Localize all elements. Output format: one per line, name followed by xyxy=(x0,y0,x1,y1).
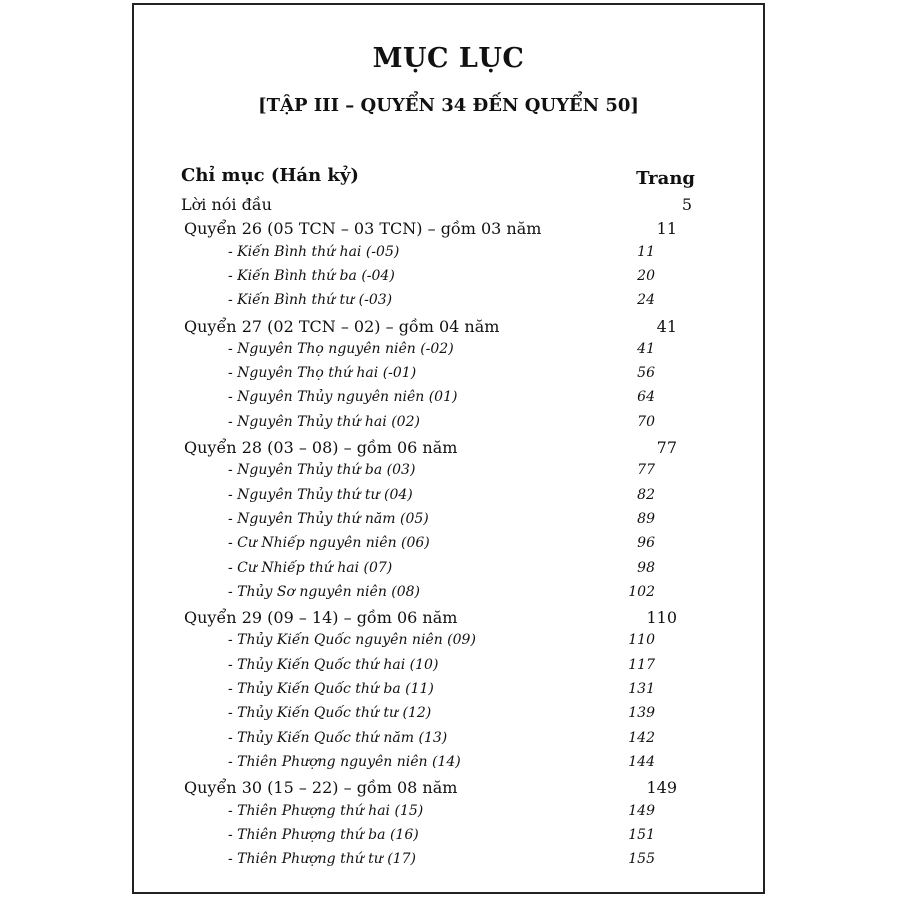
toc-year-row xyxy=(134,705,763,727)
toc-volume-row xyxy=(134,608,763,630)
toc-entry-label: - Thủy Sơ nguyên niên (08) xyxy=(228,583,421,600)
toc-intro-row xyxy=(134,195,763,217)
toc-entry-label: - Nguyên Thọ nguyên niên (-02) xyxy=(228,340,454,357)
book-page xyxy=(132,3,765,894)
toc-entry-page: 110 xyxy=(646,608,677,628)
toc-year-row xyxy=(134,414,763,436)
toc-entry-label: - Kiến Bình thứ tư (-03) xyxy=(228,292,393,309)
toc-entry-label: Quyển 29 (09 – 14) – gồm 06 năm xyxy=(184,608,458,628)
toc-volume-row xyxy=(134,778,763,800)
toc-year-row xyxy=(134,511,763,533)
toc-header xyxy=(181,165,695,193)
toc-year-row xyxy=(134,535,763,557)
toc-year-row xyxy=(134,560,763,582)
toc-entry-page: 110 xyxy=(628,632,655,649)
toc-volume-row xyxy=(134,219,763,241)
toc-entry-page: 142 xyxy=(628,729,655,746)
toc-volume-row xyxy=(134,317,763,339)
toc-year-row xyxy=(134,632,763,654)
toc-entry-page: 11 xyxy=(637,243,655,260)
toc-entry-page: 56 xyxy=(637,365,655,382)
toc-entry-page: 5 xyxy=(681,195,692,214)
toc-entry-label: - Thiên Phượng thứ ba (16) xyxy=(228,826,419,843)
toc-entry-label: - Thủy Kiến Quốc thứ hai (10) xyxy=(228,656,439,673)
toc-entry-page: 77 xyxy=(637,462,655,479)
toc-entry-label: - Cư Nhiếp nguyên niên (06) xyxy=(228,535,430,552)
toc-entry-label: - Nguyên Thủy thứ ba (03) xyxy=(228,462,416,479)
toc-entry-label: Quyển 28 (03 – 08) – gồm 06 năm xyxy=(184,438,458,457)
toc-entry-label: - Nguyên Thủy thứ năm (05) xyxy=(228,510,429,527)
toc-entry-label: - Nguyên Thủy thứ hai (02) xyxy=(228,413,420,430)
toc-entry-page: 41 xyxy=(656,316,677,336)
toc-entry-label: - Thiên Phượng nguyên niên (14) xyxy=(228,753,461,770)
toc-entry-page: 89 xyxy=(637,510,655,527)
toc-year-row xyxy=(134,292,763,314)
toc-year-row xyxy=(134,268,763,290)
toc-entry-label: - Thiên Phượng thứ tư (17) xyxy=(228,851,417,868)
toc-entry-page: 117 xyxy=(628,656,655,673)
toc-entry-page: 102 xyxy=(628,583,655,600)
toc-year-row xyxy=(134,851,763,873)
toc-year-row xyxy=(134,584,763,606)
toc-header-page-label: Trang xyxy=(636,168,695,189)
toc-entry-label: - Thủy Kiến Quốc thứ năm (13) xyxy=(228,729,448,746)
toc-entry-page: 139 xyxy=(628,705,655,722)
toc-entry-label: Lời nói đầu xyxy=(181,195,272,214)
toc-entry-label: - Thủy Kiến Quốc nguyên niên (09) xyxy=(228,632,476,649)
toc-year-row xyxy=(134,365,763,387)
toc-entry-label: Quyển 30 (15 – 22) – gồm 08 năm xyxy=(184,778,458,798)
toc-entry-page: 151 xyxy=(628,826,655,843)
toc-entry-label: - Nguyên Thủy nguyên niên (01) xyxy=(228,389,458,406)
toc-entry-page: 96 xyxy=(637,535,655,552)
toc-year-row xyxy=(134,341,763,363)
toc-entry-page: 77 xyxy=(656,438,677,457)
page-subtitle: [TẬP III – QUYỂN 34 ĐẾN QUYỂN 50] xyxy=(258,95,639,116)
toc-year-row xyxy=(134,803,763,825)
toc-entry-page: 20 xyxy=(637,267,655,284)
toc-entry-label: - Thiên Phượng thứ hai (15) xyxy=(228,802,424,819)
toc-entry-page: 70 xyxy=(637,413,655,430)
toc-entry-label: - Kiến Bình thứ ba (-04) xyxy=(228,267,395,284)
toc-entry-page: 149 xyxy=(628,802,655,819)
toc-entry-label: - Nguyên Thọ thứ hai (-01) xyxy=(228,365,417,382)
toc-entry-page: 131 xyxy=(628,681,655,697)
toc-year-row xyxy=(134,244,763,266)
page-title: MỤC LỤC xyxy=(372,43,525,74)
toc-entry-label: - Nguyên Thủy thứ tư (04) xyxy=(228,486,413,503)
toc-volume-row xyxy=(134,438,763,460)
toc-year-row xyxy=(134,657,763,679)
toc-entry-page: 64 xyxy=(637,389,655,406)
toc-entry-page: 41 xyxy=(637,340,655,357)
toc-year-row xyxy=(134,462,763,484)
toc-year-row xyxy=(134,681,763,703)
toc-entry-label: - Thủy Kiến Quốc thứ tư (12) xyxy=(228,705,432,722)
toc-entry-page: 144 xyxy=(628,753,655,770)
toc-year-row xyxy=(134,389,763,411)
toc-entry-label: Quyển 27 (02 TCN – 02) – gồm 04 năm xyxy=(184,316,500,336)
toc-entry-label: - Thủy Kiến Quốc thứ ba (11) xyxy=(228,681,434,697)
toc-entry-page: 149 xyxy=(646,778,677,798)
toc-entry-page: 98 xyxy=(637,559,655,576)
toc-entry-page: 82 xyxy=(637,486,655,503)
toc-entry-label: - Cư Nhiếp thứ hai (07) xyxy=(228,559,393,576)
toc-entry-label: Quyển 26 (05 TCN – 03 TCN) – gồm 03 năm xyxy=(184,219,542,239)
toc-entry-label: - Kiến Bình thứ hai (-05) xyxy=(228,243,400,260)
toc-entry-page: 11 xyxy=(656,219,677,239)
toc-year-row xyxy=(134,827,763,849)
toc-year-row xyxy=(134,730,763,752)
toc-entry-page: 155 xyxy=(628,851,655,868)
toc-year-row xyxy=(134,754,763,776)
toc-header-label: Chỉ mục (Hán kỷ) xyxy=(181,165,359,186)
toc-year-row xyxy=(134,487,763,509)
toc-entry-page: 24 xyxy=(637,292,655,309)
